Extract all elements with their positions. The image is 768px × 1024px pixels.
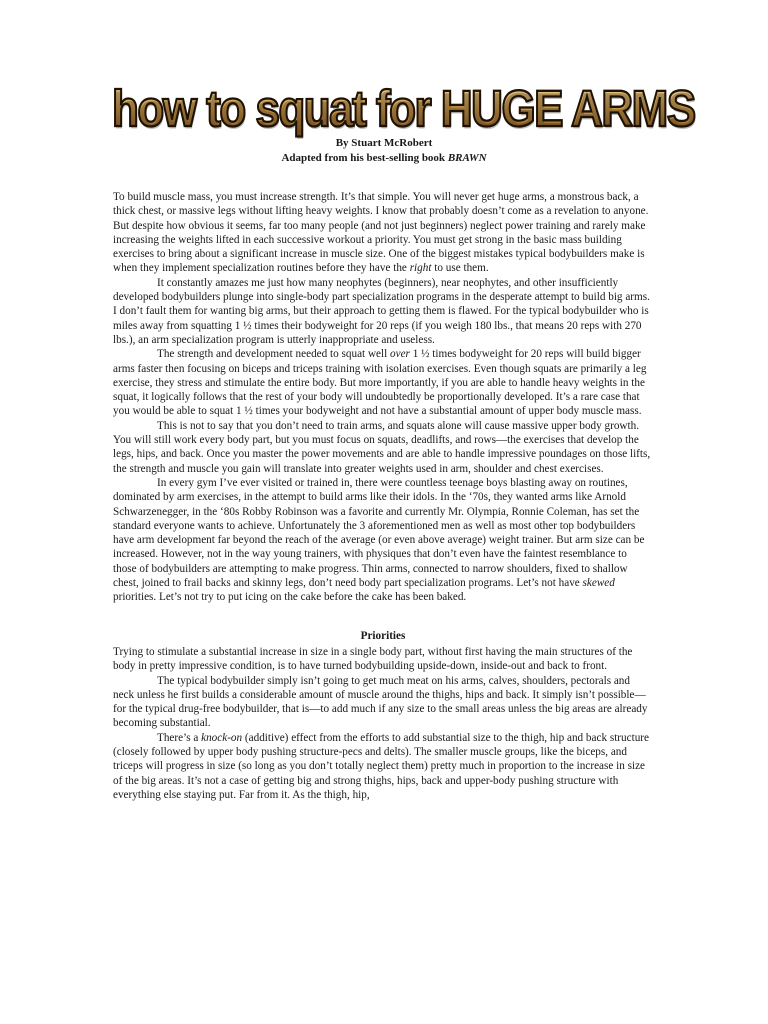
author-byline: By Stuart McRobert	[335, 137, 433, 149]
title-banner	[112, 81, 695, 138]
source-line	[0, 151, 768, 166]
paragraph-5-text-b: priorities. Let’s not try to put icing on the cake before the cake has been baked.	[113, 591, 467, 604]
section-heading-priorities: Priorities	[360, 629, 406, 642]
section-paragraph-3	[113, 731, 653, 802]
section-paragraph-3-emphasis: knock-on	[201, 731, 243, 744]
section-paragraph-2: The typical bodybuilder simply isn’t going to get much meat on his arms, calves, shoulders, pectorals and neck unless he first builds a considerable amount of muscle around the thighs, hips and back. It simply isn’t possible—for the typical drug-free bodybuilder, that is—to add much if any size to the small areas unless the big areas are already becoming substantial.	[113, 674, 648, 730]
paragraph-5-text-a: In every gym I’ve ever visited or trained in, there were countless teenage boys blasting away on routines, dominated by arm exercises, in the attempt to build arms like their idols. In the ‘70s, they wanted arms like Arnold Schwarzenegger, in the ‘80s Robby Robinson was a favorite and currently Mr. Olympia, Ronnie Coleman, has set the standard everyone wants to achieve. Unfortunately the 3 aforementioned men as well as most other top bodybuilders have arm development far beyond the reach of the average (or even above average) weight trainer. But arm size can be increased. However, not in the way young trainers, with physiques that don’t even have the faintest resemblance to those of bodybuilders are attempting to make progress. Thin arms, connected to narrow shoulders, fixed to shallow chest, joined to frail backs and skinny legs, don’t need body part specialization programs. Let’s not have	[113, 476, 645, 590]
section-paragraph-3-text-b: (additive) effect from the efforts to add substantial size to the thigh, hip and back structure (closely followed by upper body pushing structure-pecs and delts). The smaller muscle groups, like the biceps, and triceps will progress in size (so long as you don’t totally neglect them) pretty much in proportion to the increase in size of the big areas. It’s not a case of getting big and strong thighs, hips, back and upper-body pushing structure with everything else staying put. Far from it. As the thigh, hip,	[113, 731, 649, 801]
source-prefix: Adapted from his best-selling book	[281, 152, 448, 164]
paragraph-1-emphasis: right	[409, 262, 432, 275]
paragraph-5-emphasis: skewed	[582, 577, 615, 590]
section-paragraph-1: Trying to stimulate a substantial increase in size in a single body part, without first having the main structures of the body in pretty impressive condition, is to have turned bodybuilding upside-down, inside-out and back to front.	[113, 645, 633, 673]
article-body	[113, 190, 653, 802]
paragraph-1-text-b: to use them.	[431, 262, 489, 275]
paragraph-1-text-a: To build muscle mass, you must increase strength. It’s that simple. You will never get huge arms, a monstrous back, a thick chest, or massive legs without lifting heavy weights. I know that probably doesn’t come as a revelation to anyone. But despite how obvious it seems, far too many people (and not just beginners) neglect power training and rarely make increasing the weights lifted in each successive workout a priority. You must get strong in the basic mass building exercises to bring about a significant increase in muscle size. One of the biggest mistakes typical bodybuilders make is when they implement specialization routines before they have the	[113, 191, 649, 275]
paragraph-3-text-b: 1 ½ times bodyweight for 20 reps will build bigger arms faster then focusing on biceps and triceps training with isolation exercises. Even though squats are primarily a leg exercise, they stress and stimulate the entire body. But more importantly, if you are able to handle heavy weights in the squat, it logically follows that the rest of your body will undoubtedly be proportionally developed. It’s a rare case that you would be able to squat 1 ½ times your bodyweight and not have a substantial amount of upper body muscle mass.	[113, 348, 647, 418]
paragraph-4: This is not to say that you don’t need to train arms, and squats alone will cause massive upper body growth. You will still work every body part, but you must focus on squats, deadlifts, and rows—the exercises that develop the legs, hips, and back. Once you master the power movements and are able to handle impressive poundages on those lifts, the strength and muscle you gain will translate into greater weights used in arm, shoulder and chest exercises.	[113, 419, 651, 475]
section-paragraph-3-text-a: There’s a	[157, 731, 202, 744]
paragraph-3-emphasis: over	[390, 348, 410, 361]
paragraph-5	[113, 476, 653, 605]
article-title: how to squat for HUGE ARMS	[112, 81, 695, 138]
book-title: BRAWN	[447, 152, 487, 164]
paragraph-1	[113, 190, 653, 276]
paragraph-3-text-a: The strength and development needed to squat well	[157, 348, 391, 361]
paragraph-2: It constantly amazes me just how many neophytes (beginners), near neophytes, and other insufficiently developed bodybuilders plunge into single-body part specialization programs in the desperate attempt to build big arms. I don’t fault them for wanting big arms, but their approach to getting them is flawed. For the typical bodybuilder who is miles away from squatting 1 ½ times their bodyweight for 20 reps (if you weigh 180 lbs., that means 20 reps with 270 lbs.), an arm specialization program is utterly inappropriate and useless.	[113, 276, 650, 346]
paragraph-3	[113, 347, 653, 418]
